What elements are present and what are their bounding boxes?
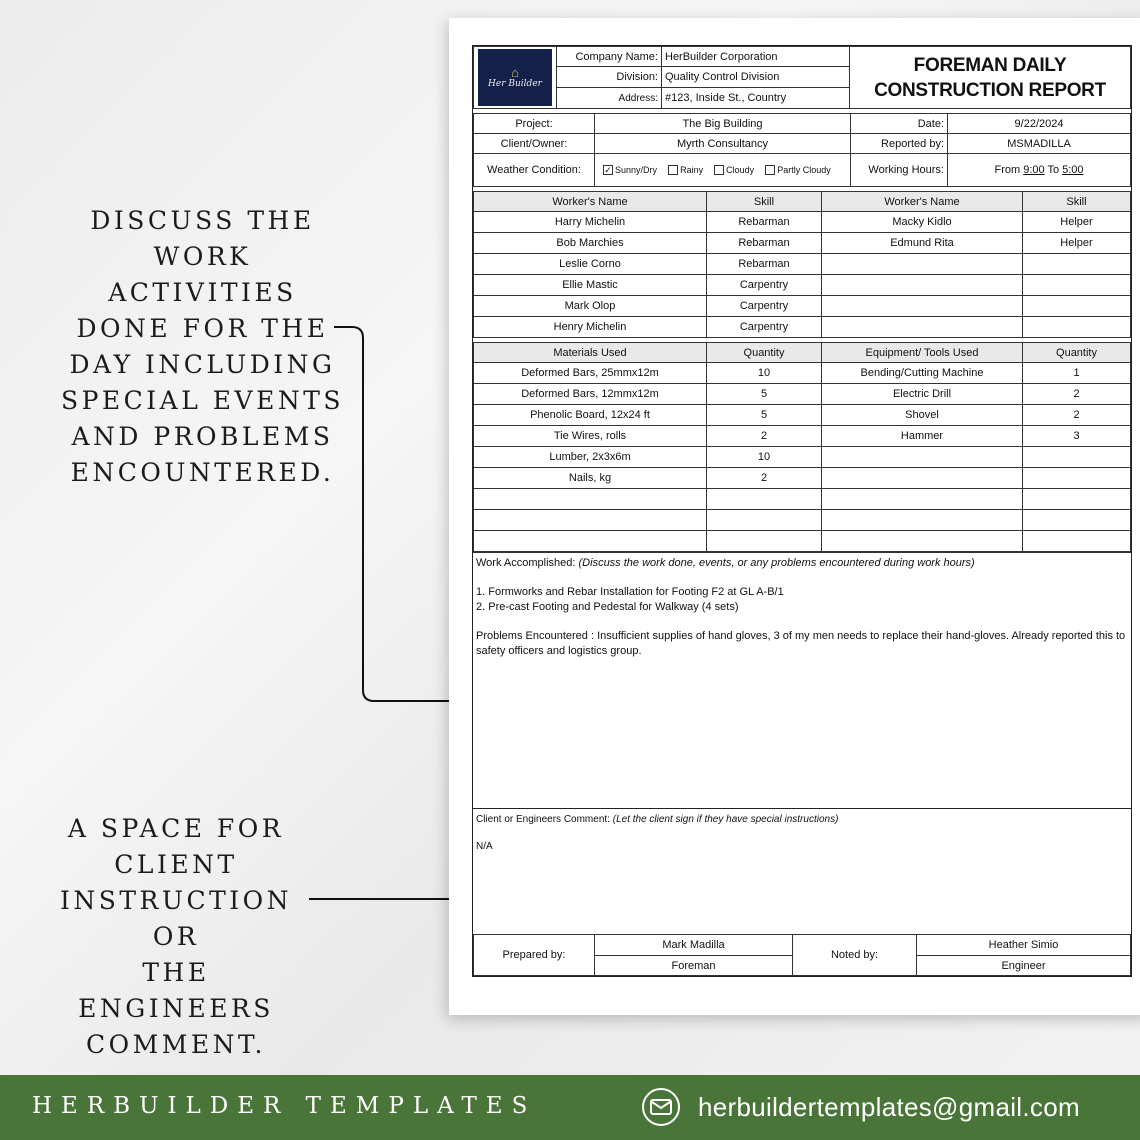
- work-accomplished-label: Work Accomplished:: [476, 557, 576, 569]
- material-name-cell[interactable]: Phenolic Board, 12x24 ft: [474, 405, 707, 426]
- worker-row: [474, 275, 1131, 296]
- equipment-name-cell[interactable]: Shovel: [822, 405, 1023, 426]
- comment-callout-line: INSTRUCTION OR: [60, 886, 292, 951]
- weather-checkbox-cloudy[interactable]: [714, 165, 724, 175]
- worker-skill-cell[interactable]: Carpentry: [707, 317, 822, 338]
- worker-skill-cell[interactable]: Rebarman: [707, 212, 822, 233]
- weather-options: [595, 154, 851, 187]
- worker-skill-cell[interactable]: Carpentry: [707, 275, 822, 296]
- work-callout-line: SPECIAL EVENTS: [60, 386, 345, 415]
- worker-skill-cell[interactable]: Carpentry: [707, 296, 822, 317]
- workers-header-name-2: Worker's Name: [822, 192, 1023, 212]
- material-quantity-cell[interactable]: 2: [707, 426, 822, 447]
- worker-name-cell[interactable]: Mark Olop: [474, 296, 707, 317]
- prepared-by-role: Foreman: [595, 956, 793, 976]
- worker-row: [474, 254, 1131, 275]
- worker-name-cell[interactable]: [822, 317, 1023, 338]
- division-label: Division:: [557, 67, 662, 88]
- equipment-quantity-cell[interactable]: [1023, 531, 1131, 552]
- equipment-name-cell[interactable]: Electric Drill: [822, 384, 1023, 405]
- comment-callout-line: THE ENGINEERS: [78, 958, 274, 1023]
- material-name-cell[interactable]: [474, 531, 707, 552]
- worker-row: [474, 317, 1131, 338]
- equipment-name-cell[interactable]: [822, 489, 1023, 510]
- material-name-cell[interactable]: Tie Wires, rolls: [474, 426, 707, 447]
- footer-banner: [0, 1075, 1140, 1140]
- material-name-cell[interactable]: Lumber, 2x3x6m: [474, 447, 707, 468]
- logo-text: Her Builder: [488, 78, 542, 89]
- worker-skill-cell[interactable]: Rebarman: [707, 233, 822, 254]
- noted-by-label: Noted by:: [793, 935, 917, 976]
- material-quantity-cell[interactable]: 10: [707, 363, 822, 384]
- project-value: The Big Building: [595, 114, 851, 134]
- work-callout-line: AND PROBLEMS: [71, 422, 334, 451]
- work-callout-line: DAY INCLUDING: [69, 350, 336, 379]
- equipment-quantity-cell[interactable]: 1: [1023, 363, 1131, 384]
- working-hours-value: [948, 154, 1131, 187]
- hours-from-label: From: [994, 164, 1021, 176]
- company-logo: [474, 47, 557, 109]
- comment-label: Client or Engineers Comment:: [476, 814, 610, 825]
- report-title-line2: CONSTRUCTION REPORT: [874, 79, 1106, 101]
- brand-name: HERBUILDER TEMPLATES: [32, 1093, 537, 1119]
- hours-to-label: To: [1047, 164, 1060, 176]
- email-contact[interactable]: [642, 1088, 1080, 1126]
- work-callout-line: DISCUSS THE: [90, 206, 315, 235]
- material-quantity-cell[interactable]: [707, 531, 822, 552]
- equipment-quantity-cell[interactable]: [1023, 510, 1131, 531]
- worker-row: [474, 212, 1131, 233]
- equipment-quantity-cell[interactable]: 2: [1023, 405, 1131, 426]
- comment-value: N/A: [476, 841, 493, 852]
- working-hours-label: Working Hours:: [851, 154, 948, 187]
- prepared-by-label: Prepared by:: [474, 935, 595, 976]
- equipment-quantity-cell[interactable]: [1023, 468, 1131, 489]
- weather-label-partly-cloudy: Partly Cloudy: [777, 165, 831, 176]
- client-label: Client/Owner:: [474, 134, 595, 154]
- address-label: Address:: [557, 88, 662, 109]
- problems-encountered: Problems Encountered : Insufficient supplies of hand gloves, 3 of my men needs to replace their hand-gloves. Already reported this to safety officers and logistics group.: [476, 630, 1126, 657]
- equipment-name-cell[interactable]: [822, 468, 1023, 489]
- material-row: [474, 468, 1131, 489]
- worker-skill-cell[interactable]: Helper: [1023, 212, 1131, 233]
- material-quantity-cell[interactable]: [707, 489, 822, 510]
- date-label: Date:: [851, 114, 948, 134]
- report-header: [473, 46, 1131, 109]
- worker-skill-cell[interactable]: [1023, 254, 1131, 275]
- material-row: [474, 426, 1131, 447]
- material-quantity-cell[interactable]: 5: [707, 405, 822, 426]
- noted-by-role: Engineer: [917, 956, 1131, 976]
- worker-name-cell[interactable]: Leslie Corno: [474, 254, 707, 275]
- worker-name-cell[interactable]: Macky Kidlo: [822, 212, 1023, 233]
- equipment-quantity-cell[interactable]: [1023, 489, 1131, 510]
- worker-name-cell[interactable]: Henry Michelin: [474, 317, 707, 338]
- comment-callout-line: COMMENT.: [86, 1030, 266, 1059]
- equipment-name-cell[interactable]: Hammer: [822, 426, 1023, 447]
- material-name-cell[interactable]: Deformed Bars, 12mmx12m: [474, 384, 707, 405]
- material-row: [474, 531, 1131, 552]
- workers-header-skill-2: Skill: [1023, 192, 1131, 212]
- project-info: [473, 113, 1131, 187]
- equipment-quantity-cell[interactable]: 3: [1023, 426, 1131, 447]
- weather-label: Weather Condition:: [474, 154, 595, 187]
- material-name-cell[interactable]: [474, 489, 707, 510]
- material-row: [474, 447, 1131, 468]
- client-value: Myrth Consultancy: [595, 134, 851, 154]
- report-title-line1: FOREMAN DAILY: [913, 54, 1067, 76]
- workers-header-skill-1: Skill: [707, 192, 822, 212]
- equipment-quantity-cell[interactable]: 2: [1023, 384, 1131, 405]
- company-name-label: Company Name:: [557, 47, 662, 67]
- weather-checkbox-partly-cloudy[interactable]: [765, 165, 775, 175]
- worker-name-cell[interactable]: Bob Marchies: [474, 233, 707, 254]
- worker-skill-cell[interactable]: [1023, 296, 1131, 317]
- reported-by-label: Reported by:: [851, 134, 948, 154]
- workers-header-name-1: Worker's Name: [474, 192, 707, 212]
- work-callout-line: DONE FOR THE: [76, 314, 329, 343]
- work-item-2: 2. Pre-cast Footing and Pedestal for Walkway (4 sets): [476, 601, 739, 613]
- noted-by-name: Heather Simio: [917, 935, 1131, 956]
- worker-name-cell[interactable]: Harry Michelin: [474, 212, 707, 233]
- hours-to: 5:00: [1062, 164, 1084, 176]
- work-callout-line: WORK ACTIVITIES: [108, 242, 297, 307]
- work-accomplished-section[interactable]: [473, 552, 1131, 808]
- hours-from: 9:00: [1023, 164, 1045, 176]
- work-callout: [60, 203, 345, 491]
- equipment-quantity-cell[interactable]: [1023, 447, 1131, 468]
- material-quantity-cell[interactable]: [707, 510, 822, 531]
- roof-icon: ⌂: [511, 64, 519, 80]
- envelope-icon: [642, 1088, 680, 1126]
- work-accomplished-note: (Discuss the work done, events, or any problems encountered during work hours): [578, 557, 975, 569]
- worker-row: [474, 233, 1131, 254]
- materials-header-item: Materials Used: [474, 343, 707, 363]
- worker-skill-cell[interactable]: [1023, 275, 1131, 296]
- equipment-name-cell[interactable]: [822, 447, 1023, 468]
- worker-name-cell[interactable]: [822, 254, 1023, 275]
- material-row: [474, 405, 1131, 426]
- material-row: [474, 363, 1131, 384]
- worker-skill-cell[interactable]: Helper: [1023, 233, 1131, 254]
- weather-label-cloudy: Cloudy: [726, 165, 755, 176]
- material-quantity-cell[interactable]: 2: [707, 468, 822, 489]
- material-row: [474, 384, 1131, 405]
- equipment-name-cell[interactable]: Bending/Cutting Machine: [822, 363, 1023, 384]
- work-callout-line: ENCOUNTERED.: [70, 458, 335, 487]
- comment-callout-line: CLIENT: [114, 850, 238, 879]
- prepared-by-name: Mark Madilla: [595, 935, 793, 956]
- weather-label-rainy: Rainy: [680, 165, 704, 176]
- equipment-name-cell[interactable]: [822, 510, 1023, 531]
- report-form: [472, 45, 1132, 977]
- materials-header-quantity: Quantity: [707, 343, 822, 363]
- workers-table: [473, 191, 1131, 338]
- date-value: 9/22/2024: [948, 114, 1131, 134]
- worker-name-cell[interactable]: [822, 275, 1023, 296]
- material-name-cell[interactable]: Deformed Bars, 25mmx12m: [474, 363, 707, 384]
- signature-block: [473, 934, 1131, 976]
- worker-row: [474, 296, 1131, 317]
- material-row: [474, 489, 1131, 510]
- report-sheet: [449, 18, 1140, 1015]
- equipment-name-cell[interactable]: [822, 531, 1023, 552]
- reported-by-value: MSMADILLA: [948, 134, 1131, 154]
- work-item-1: 1. Formworks and Rebar Installation for Footing F2 at GL A-B/1: [476, 586, 784, 598]
- comment-note: (Let the client sign if they have special instructions): [612, 814, 839, 825]
- comment-callout-line: A SPACE FOR: [67, 814, 285, 843]
- material-quantity-cell[interactable]: 5: [707, 384, 822, 405]
- worker-skill-cell[interactable]: Rebarman: [707, 254, 822, 275]
- worker-name-cell[interactable]: Edmund Rita: [822, 233, 1023, 254]
- materials-table: [473, 342, 1131, 552]
- weather-checkbox-sunny[interactable]: ✓: [604, 165, 612, 176]
- material-name-cell[interactable]: Nails, kg: [474, 468, 707, 489]
- address: #123, Inside St., Country: [662, 88, 850, 109]
- material-row: [474, 510, 1131, 531]
- equipment-header-quantity: Quantity: [1023, 343, 1131, 363]
- worker-name-cell[interactable]: [822, 296, 1023, 317]
- material-name-cell[interactable]: [474, 510, 707, 531]
- worker-name-cell[interactable]: Ellie Mastic: [474, 275, 707, 296]
- weather-label-sunny: Sunny/Dry: [615, 165, 658, 176]
- project-label: Project:: [474, 114, 595, 134]
- email-address[interactable]: herbuildertemplates@gmail.com: [698, 1091, 1080, 1122]
- material-quantity-cell[interactable]: 10: [707, 447, 822, 468]
- division: Quality Control Division: [662, 67, 850, 88]
- comment-section[interactable]: [473, 808, 1131, 934]
- report-title: [850, 47, 1131, 109]
- company-name: HerBuilder Corporation: [662, 47, 850, 67]
- comment-callout: [40, 811, 312, 1063]
- worker-skill-cell[interactable]: [1023, 317, 1131, 338]
- weather-checkbox-rainy[interactable]: [668, 165, 678, 175]
- equipment-header-item: Equipment/ Tools Used: [822, 343, 1023, 363]
